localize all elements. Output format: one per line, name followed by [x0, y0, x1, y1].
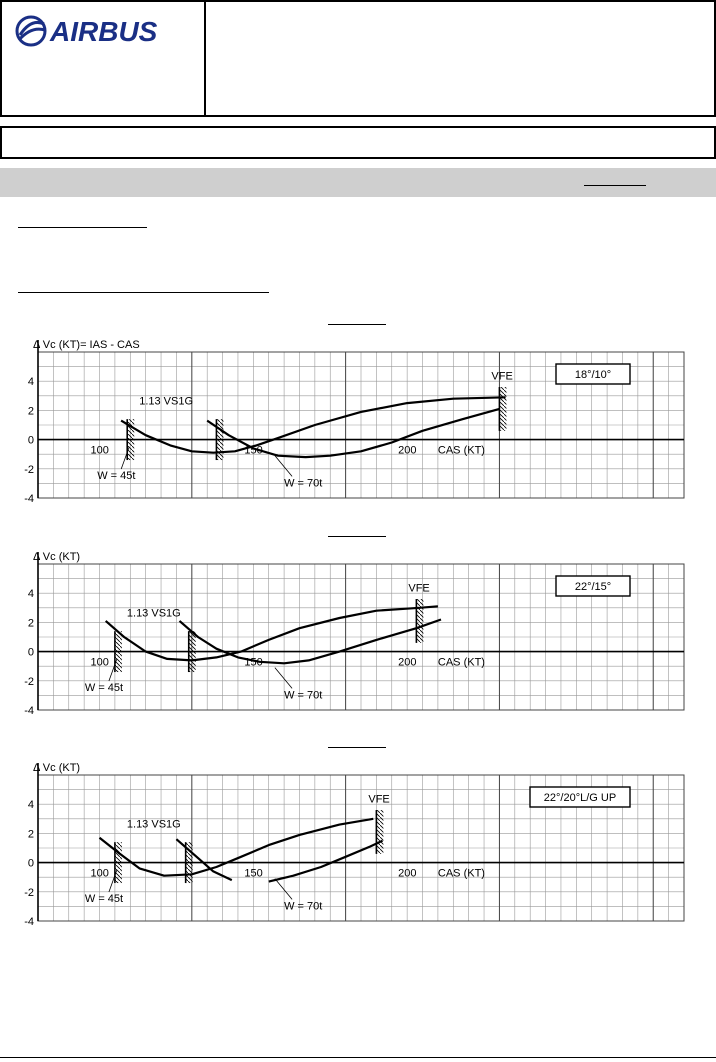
- chart-2-config-label: 22°/15°: [574, 581, 612, 593]
- chart-3-ytick-label: 0: [27, 857, 34, 870]
- chart-1-ylabel: Δ Vc (KT)= IAS - CAS: [33, 339, 140, 351]
- heading-underline: [584, 185, 646, 186]
- chart-3-vfe-label: VFE: [368, 793, 390, 806]
- chart-3-vfe-limit-hatch: [376, 810, 383, 854]
- chart-2-vfe-label: VFE: [408, 582, 430, 595]
- chart-3-caption-underline: [328, 747, 386, 748]
- footer-rule: [0, 1057, 716, 1058]
- chart-2-ytick-label: 4: [27, 588, 34, 601]
- redacted-underline-2: [18, 292, 269, 293]
- chart-3-xtick-label: 150: [244, 867, 263, 880]
- chart-3: [0, 753, 716, 933]
- chart-3-vs1g-label: 1.13 VS1G: [126, 818, 181, 831]
- chart-3-ytick-label: -4: [24, 916, 34, 928]
- chart-1-ytick-label: 4: [27, 376, 34, 389]
- chart-3-w70-leader: [275, 879, 292, 900]
- chart-3-w70-label: W = 70t: [284, 900, 323, 913]
- chart-2-w70-label: W = 70t: [284, 689, 323, 702]
- chart-2-ytick-label: 0: [27, 646, 34, 659]
- chart-1-ytick-label: 2: [27, 405, 34, 418]
- chart-1-ytick-label: -2: [24, 463, 34, 476]
- chart-1-caption-underline: [328, 324, 386, 325]
- chart-2-vs1g-70t-limit-hatch: [189, 631, 196, 672]
- chart-2-ytick-label: -4: [24, 705, 34, 717]
- chart-3-ytick-label: 2: [27, 828, 34, 841]
- airbus-logo: [14, 14, 194, 48]
- chart-2-w70-leader: [275, 668, 292, 689]
- subtitle-box: [0, 126, 716, 159]
- chart-1-w45-label: W = 45t: [97, 470, 136, 483]
- chart-1-vfe-limit-hatch: [499, 387, 506, 431]
- redacted-underline-1: [18, 227, 147, 228]
- logo-text: AIRBUS: [50, 16, 158, 47]
- chart-1: [0, 330, 716, 510]
- chart-1-xtick-label: 150: [244, 444, 263, 457]
- chart-1-xlabel: CAS (KT): [437, 444, 485, 457]
- chart-2-vs1g-label: 1.13 VS1G: [126, 607, 181, 620]
- chart-2-caption-underline: [328, 536, 386, 537]
- chart-2: [0, 542, 716, 722]
- chart-1-config-label: 18°/10°: [574, 369, 612, 381]
- chart-2-xtick-label: 150: [244, 656, 263, 669]
- chart-3-ytick-label: -2: [24, 886, 34, 899]
- chart-1-xtick-label: 100: [90, 444, 109, 457]
- chart-2-vfe-limit-hatch: [416, 599, 423, 643]
- chart-3-xtick-label: 100: [90, 867, 109, 880]
- chart-2-xtick-label: 200: [398, 656, 417, 669]
- chart-1-vs1g-70t-limit-hatch: [216, 419, 223, 460]
- chart-1-vfe-label: VFE: [491, 370, 513, 383]
- chart-3-xlabel: CAS (KT): [437, 867, 485, 880]
- chart-3-ytick-label: 4: [27, 799, 34, 812]
- chart-2-ytick-label: 2: [27, 617, 34, 630]
- chart-2-w45-label: W = 45t: [84, 682, 124, 695]
- chart-3-w45-label: W = 45t: [84, 893, 124, 906]
- section-heading-bar: [0, 168, 716, 197]
- chart-3-ylabel: Δ Vc (KT): [33, 762, 81, 774]
- chart-2-ytick-label: -2: [24, 675, 34, 688]
- chart-3-xtick-label: 200: [398, 867, 417, 880]
- chart-1-vs1g-label: 1.13 VS1G: [139, 395, 194, 408]
- chart-1-ytick-label: 0: [27, 434, 34, 447]
- chart-3-vs1g-45t-limit-hatch: [115, 842, 122, 883]
- chart-1-w70-label: W = 70t: [284, 477, 323, 490]
- title-box: [204, 0, 716, 117]
- chart-3-config-label: 22°/20°L/G UP: [543, 792, 617, 804]
- chart-1-w70-leader: [275, 456, 292, 477]
- chart-3-series-3-line: [269, 841, 383, 882]
- chart-2-ylabel: Δ Vc (KT): [33, 551, 81, 563]
- chart-2-vs1g-45t-limit-hatch: [115, 631, 122, 672]
- chart-1-ytick-label: -4: [24, 493, 34, 505]
- chart-2-xtick-label: 100: [90, 656, 109, 669]
- chart-2-xlabel: CAS (KT): [437, 656, 485, 669]
- chart-1-xtick-label: 200: [398, 444, 417, 457]
- logo-box: [0, 0, 206, 117]
